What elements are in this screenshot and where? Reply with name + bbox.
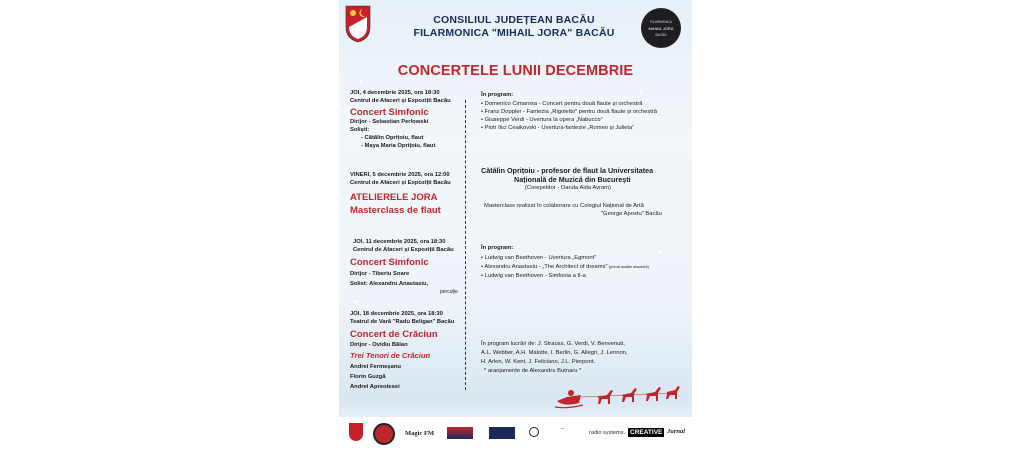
sponsor-jurnal: Jurnal <box>667 428 686 435</box>
event1-program-item: • Franz Doppler - Fantezia „Rigoletto” pentru două flaute și orchestră <box>481 109 658 115</box>
event3-program-item: • Ludwig van Beethoven - Simfonia a II-a <box>481 273 586 279</box>
event1-line: Dirijor - Sebastian Perlowski <box>350 119 429 125</box>
header-line-1: CONSILIUL JUDEȚEAN BACĂU <box>433 14 595 26</box>
column-divider <box>465 100 466 390</box>
event1-name: Concert Simfonic <box>350 107 429 118</box>
event1-venue: Centrul de Afaceri și Expoziții Bacău <box>350 98 451 104</box>
bullet: • <box>481 264 485 270</box>
concert-poster <box>339 0 692 468</box>
bullet: • <box>481 101 485 107</box>
bullet: • <box>481 125 485 131</box>
event2-desc-1: Cătălin Oprițoiu - profesor de flaut la Universitatea <box>481 166 654 175</box>
event1-program-item: • Giuseppe Verdi - Uvertura la opera „Nabucco” <box>481 117 603 123</box>
sponsors-footer <box>339 417 692 468</box>
event1-program-item: • Piotr Ilici Ceaikovski - Uvertura-fantezie „Romeo și Julieta” <box>481 125 635 131</box>
event3-venue: Centrul de Afaceri și Expoziții Bacău <box>353 247 454 253</box>
event1-line: - Maya Maria Oprițoiu, flaut <box>361 143 436 149</box>
event4-singer: Andrei Apreotesei <box>350 384 400 390</box>
event4-date: JOI, 18 decembrie 2025, ora 18:30 <box>350 311 443 317</box>
page-title: CONCERTELE LUNII DECEMBRIE <box>397 63 634 79</box>
event4-singer: Florin Guzgă <box>350 374 386 380</box>
sponsor-logo-block <box>489 427 515 439</box>
event3-date: JOI, 11 decembrie 2025, ora 18:30 <box>353 239 446 245</box>
sponsor-creative: CREATIVE <box>630 429 663 436</box>
event2-name-1: ATELIERELE JORA <box>350 192 438 203</box>
event1-line: Soliști: <box>350 127 370 133</box>
sponsor-circle-icon <box>529 427 539 437</box>
event2-desc-3: (Corepetitor - Oanda Aida Avram) <box>525 185 611 191</box>
bacau-crest-icon <box>349 423 363 441</box>
event3-name: Concert Simfonic <box>350 257 429 268</box>
event3-line: Dirijor - Tiberiu Soare <box>350 271 410 277</box>
event1-date: JOI, 4 decembrie 2025, ora 18:30 <box>350 90 440 96</box>
event3-line: Solist: Alexandru Anastasiu, <box>350 281 429 287</box>
bullet: • <box>481 117 485 123</box>
event2-date: VINERI, 5 decembrie 2025, ora 12:00 <box>350 172 450 178</box>
filarmonica-logo <box>641 8 681 48</box>
event2-name-2: Masterclass de flaut <box>350 205 441 216</box>
logo-mid-text: MIHAIL JORA <box>648 26 674 31</box>
event4-venue: Teatrul de Vară "Radu Beligan" Bacău <box>350 319 455 325</box>
sponsor-logo-block <box>447 427 473 439</box>
header-line-2: FILARMONICA "MIHAIL JORA" BACĂU <box>413 27 615 39</box>
event1-program-title: În program: <box>481 92 514 98</box>
event1-line: - Cătălin Oprițoiu, flaut <box>361 135 424 141</box>
event4-name: Concert de Crăciun <box>350 329 438 340</box>
logo-top-text: FILARMONICA <box>650 20 672 24</box>
radio-logo-icon <box>373 423 395 445</box>
event3-note: (primă audiție absolută) <box>609 265 649 269</box>
event4-group: Trei Tenori de Crăciun <box>350 351 431 360</box>
bullet: • <box>481 273 485 279</box>
logo-bottom-text: BACĂU <box>655 33 667 37</box>
bullet: • <box>481 255 485 261</box>
sponsor-radio-systems: radio systems <box>589 430 624 436</box>
event2-desc-4: Masterclass realizat în colaborare cu Colegiul Național de Artă <box>484 203 644 209</box>
event3-program-item: • Ludwig van Beethoven - Uvertura „Egmont” <box>481 255 597 261</box>
event4-singer: Andrei Fermeșanu <box>350 364 401 370</box>
event2-desc-2: Națională de Muzică din București <box>514 175 631 184</box>
event2-venue: Centrul de Afaceri și Expoziții Bacău <box>350 180 451 186</box>
event4-conductor: Dirijor - Ovidiu Bălan <box>350 342 408 348</box>
coat-of-arms-icon <box>345 5 371 43</box>
event4-program-line: H. Arlen, W. Kent, J. Feliciano, J.L. Pierpont. <box>481 359 596 365</box>
event3-line: percuție <box>440 289 458 295</box>
sponsor-script-logo: ~ <box>561 427 564 432</box>
event2-desc-5: "George Apostu" Bacău <box>601 211 662 217</box>
bullet: • <box>481 109 485 115</box>
event3-program-item: • Alexandru Anastasiu - „The Architect of dreams” (primă audiție absolută) <box>481 264 649 270</box>
sponsor-magic-fm: Magic FM <box>405 430 435 437</box>
event1-program-item: • Domenico Cimarosa - Concert pentru două flaute și orchestră <box>481 101 643 107</box>
santa-sleigh-icon <box>553 385 683 411</box>
event4-program-line: * aranjamente de Alexandru Butnaru * <box>484 368 582 374</box>
event3-program-title: În program: <box>481 245 514 251</box>
event4-program-line: În program lucrări de: J. Strauss, G. Verdi, V. Benvenuti, <box>481 341 625 347</box>
event4-program-line: A.L. Webber, A.H. Malotte, I. Berlin, G. Allegri, J. Lennon, <box>481 350 628 356</box>
